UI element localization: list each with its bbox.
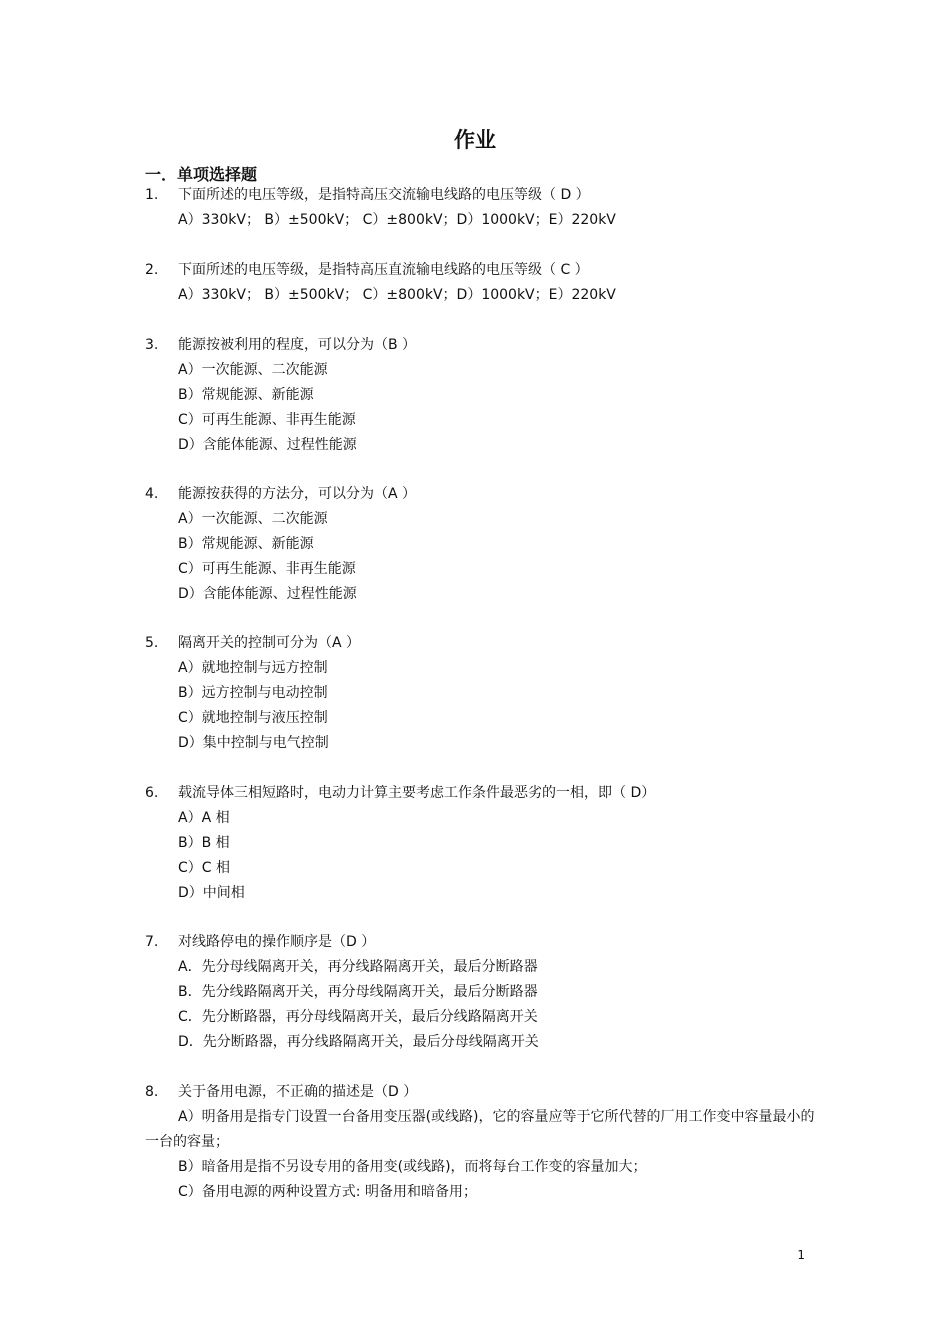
question-number: 6. [145,785,159,801]
question-stem: 关于备用电源，不正确的描述是（D ） [178,1084,418,1100]
option-b: B）远方控制与电动控制 [178,685,328,701]
page-number: 1 [797,1248,805,1262]
option-b: B）B 相 [178,835,230,851]
option-d: D）集中控制与电气控制 [178,735,329,751]
section-heading: 一．单项选择题 [145,165,258,184]
question-6 [145,781,815,906]
option-a: A）A 相 [178,810,230,826]
question-stem: 载流导体三相短路时，电动力计算主要考虑工作条件最恶劣的一相，即（ D） [178,785,656,801]
question-1 [145,183,815,233]
option-c: C）C 相 [178,860,231,876]
question-stem: 对线路停电的操作顺序是（D ） [178,934,376,950]
question-stem: 隔离开关的控制可分为（A ） [178,635,361,651]
question-number: 2. [145,262,159,278]
option-a: A）明备用是指专门设置一台备用变压器(或线路)，它的容量应等于它所代替的厂用工作变中容量最小的一台的容量； [145,1109,815,1150]
option-d: D．先分断路器，再分线路隔离开关，最后分母线隔离开关 [178,1034,539,1050]
option-c: C）备用电源的两种设置方式: 明备用和暗备用； [178,1184,477,1200]
question-stem: 下面所述的电压等级，是指特高压直流输电线路的电压等级（ C ） [178,262,589,278]
option-a: A）一次能源、二次能源 [178,511,328,527]
question-4 [145,482,815,607]
question-5 [145,631,815,756]
question-7 [145,930,815,1055]
option-b: B）常规能源、新能源 [178,387,314,403]
option-b: B）暗备用是指不另设专用的备用变(或线路)，而将每台工作变的容量加大； [178,1159,647,1175]
question-number: 3. [145,337,159,353]
question-8 [145,1080,815,1205]
option-b: B）常规能源、新能源 [178,536,314,552]
option-a: A）就地控制与远方控制 [178,660,328,676]
question-stem: 能源按获得的方法分，可以分为（A ） [178,486,417,502]
option-c: C）可再生能源、非再生能源 [178,561,356,577]
option-line: A）330kV； B）±500kV； C）±800kV；D）1000kV；E）220kV [178,287,616,303]
option-a: A）一次能源、二次能源 [178,362,328,378]
option-b: B．先分线路隔离开关，再分母线隔离开关，最后分断路器 [178,984,538,1000]
question-number: 8. [145,1084,159,1100]
question-stem: 下面所述的电压等级，是指特高压交流输电线路的电压等级（ D ） [178,187,590,203]
option-d: D）含能体能源、过程性能源 [178,437,357,453]
option-c: C．先分断路器，再分母线隔离开关，最后分线路隔离开关 [178,1009,538,1025]
question-2 [145,258,815,308]
question-stem: 能源按被利用的程度，可以分为（B ） [178,337,417,353]
option-d: D）中间相 [178,885,245,901]
option-line: A）330kV； B）±500kV； C）±800kV；D）1000kV；E）220kV [178,212,616,228]
question-3 [145,333,815,458]
option-c: C）可再生能源、非再生能源 [178,412,356,428]
question-number: 5. [145,635,159,651]
page-title: 作业 [454,128,496,152]
question-number: 4. [145,486,159,502]
option-d: D）含能体能源、过程性能源 [178,586,357,602]
option-a: A．先分母线隔离开关，再分线路隔离开关，最后分断路器 [178,959,538,975]
option-c: C）就地控制与液压控制 [178,710,328,726]
question-number: 1. [145,187,159,203]
question-number: 7. [145,934,159,950]
